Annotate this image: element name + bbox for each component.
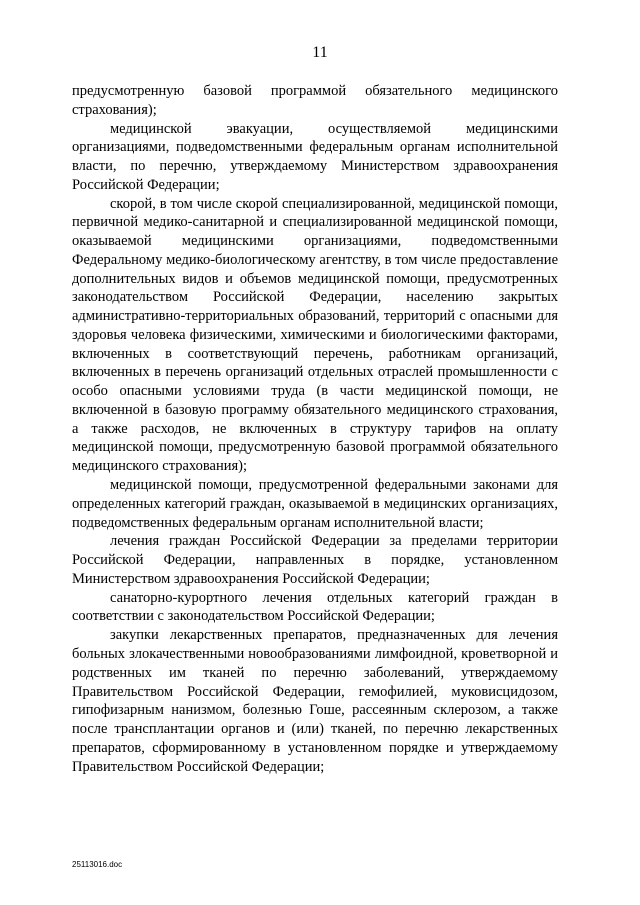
- document-body: [72, 82, 558, 776]
- page-number: 11: [312, 44, 328, 61]
- paragraph-medical-evacuation: медицинской эвакуации, осуществляемой медицинскими организациями, подведомственными федеральным органам исполнительной власти, по перечню, утверждаемому Министерством здравоохранения Российской Федерации;: [72, 120, 558, 193]
- paragraph-continuation: предусмотренную базовой программой обязательного медицинского страхования);: [72, 83, 558, 118]
- footer-file-code: 25113016.doc: [72, 860, 123, 869]
- paragraph-emergency-care: скорой, в том числе скорой специализированной, медицинской помощи, первичной медико-санитарной и специализированной медицинской помощи, оказываемой медицинскими организациями, подведомственными Федеральному медико-биологическому агентству, в том числе предоставление дополнительных видов и объемов медицинской помощи, предусмотренных законодательством Российской Федерации, населению закрытых административно-территориальных образований, территорий с опасными для здоровья человека физическими, химическими и биологическими факторами, включенных в соответствующий перечень, работникам организаций, включенных в перечень организаций отдельных отраслей промышленности с особо опасными условиями труда (в части медицинской помощи, не включенной в базовую программу обязательного медицинского страхования, а также расходов, не включенных в структуру тарифов на оплату медицинской помощи, предусмотренную базовой программой обязательного медицинского страхования);: [72, 195, 558, 475]
- paragraph-drug-procurement: закупки лекарственных препаратов, предназначенных для лечения больных злокачественными новообразованиями лимфоидной, кроветворной и родственных им тканей по перечню заболеваний, утверждаемому Правительством Российской Федерации, гемофилией, муковисцидозом, гипофизарным нанизмом, болезнью Гоше, рассеянным склерозом, а также после трансплантации органов и (или) тканей, по перечню лекарственных препаратов, сформированному в установленном порядке и утверждаемому Правительством Российской Федерации;: [72, 627, 558, 775]
- paragraph-sanatorium-treatment: санаторно-курортного лечения отдельных категорий граждан в соответствии с законодательством Российской Федерации;: [72, 589, 558, 625]
- paragraph-federal-laws-care: медицинской помощи, предусмотренной федеральными законами для определенных категорий граждан, оказываемой в медицинских организациях, подведомственных федеральным органам исполнительной власти;: [72, 477, 558, 531]
- paragraph-treatment-abroad: лечения граждан Российской Федерации за пределами территории Российской Федерации, направленных в порядке, установленном Министерством здравоохранения Российской Федерации;: [72, 533, 558, 587]
